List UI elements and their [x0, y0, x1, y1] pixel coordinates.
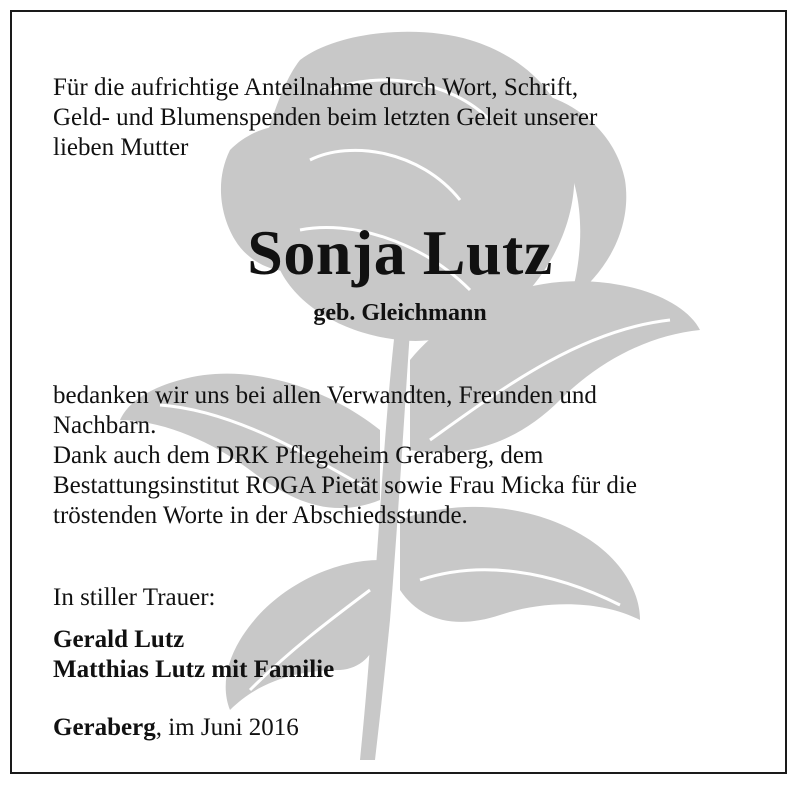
- intro-line: Für die aufrichtige Anteilnahme durch Wort, Schrift,: [53, 74, 579, 101]
- mourning-label: In stiller Trauer:: [53, 584, 216, 611]
- place-name: Geraberg: [53, 714, 156, 741]
- place-date: [53, 713, 747, 743]
- intro-line: Geld- und Blumenspenden beim letzten Geleit unserer: [53, 104, 598, 131]
- thanks-paragraph: [53, 381, 747, 531]
- thanks-line: Dank auch dem DRK Pflegeheim Geraberg, dem: [53, 442, 544, 469]
- maiden-name: geb. Gleichmann: [313, 300, 487, 326]
- deceased-name: Sonja Lutz: [247, 217, 553, 288]
- signer-name: Gerald Lutz: [53, 626, 185, 653]
- intro-paragraph: [53, 73, 747, 163]
- thanks-line: tröstenden Worte in der Abschiedsstunde.: [53, 502, 468, 529]
- thanks-line: Bestattungsinstitut ROGA Pietät sowie Frau Micka für die: [53, 472, 637, 499]
- thanks-line: bedanken wir uns bei allen Verwandten, Freunden und: [53, 382, 597, 409]
- thanks-line: Nachbarn.: [53, 412, 157, 439]
- signers-list: [53, 625, 747, 685]
- date-text: , im Juni 2016: [155, 714, 299, 741]
- notice-content: [53, 73, 747, 743]
- signer-name: Matthias Lutz mit Familie: [53, 656, 335, 683]
- intro-line: lieben Mutter: [53, 134, 189, 161]
